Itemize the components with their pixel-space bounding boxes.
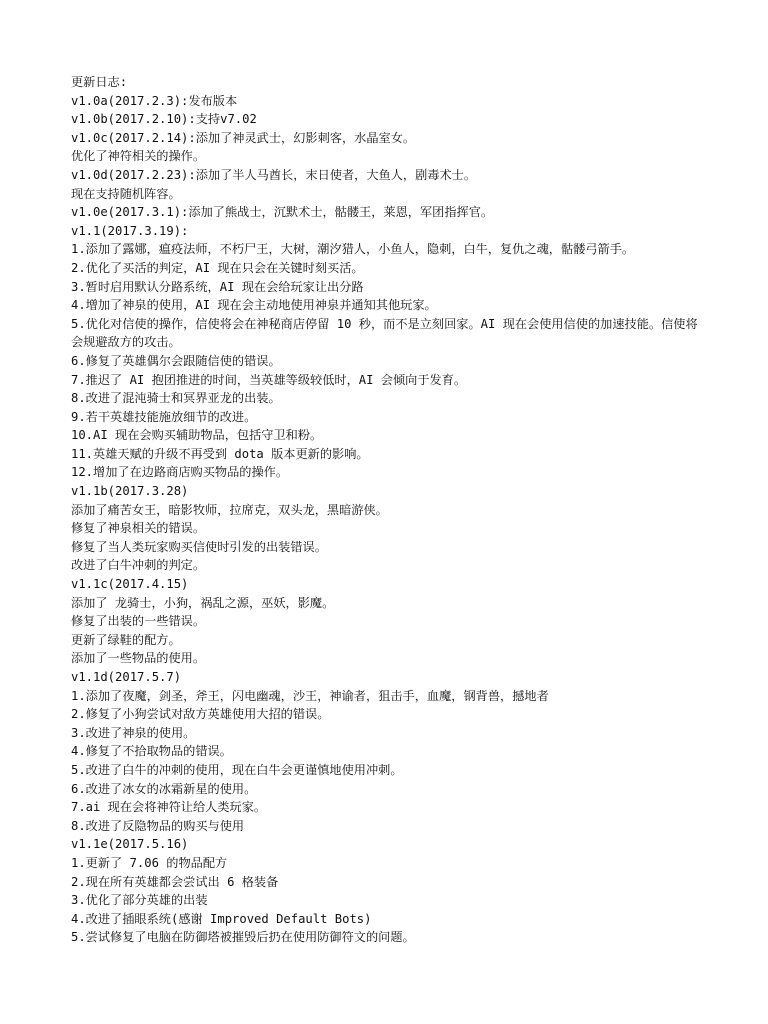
changelog-line: 10.AI 现在会购买辅助物品，包括守卫和粉。	[71, 428, 323, 443]
changelog-line: v1.0c(2017.2.14):添加了神灵武士，幻影刺客，水晶室女。	[71, 130, 416, 145]
changelog-line: 12.增加了在边路商店购买物品的操作。	[71, 465, 289, 480]
changelog-line: 8.改进了反隐物品的购买与使用	[71, 818, 245, 833]
changelog-line: 3.改进了神泉的使用。	[71, 725, 196, 740]
changelog-line: 3.暂时启用默认分路系统，AI 现在会给玩家让出分路	[71, 279, 364, 294]
changelog-title: 更新日志:	[71, 75, 128, 89]
changelog-line: 改进了白牛冲刺的判定。	[71, 558, 206, 573]
changelog-line: v1.1c(2017.4.15)	[71, 577, 189, 592]
changelog-line: 11.英雄天赋的升级不再受到 dota 版本更新的影响。	[71, 446, 369, 461]
changelog-line: 5.改进了白牛的冲刺的使用，现在白牛会更谨慎地使用冲刺。	[71, 762, 403, 777]
changelog-line: 5.尝试修复了电脑在防御塔被摧毁后扔在使用防御符文的问题。	[71, 930, 415, 945]
changelog-line: 修复了出装的一些错误。	[71, 614, 206, 629]
changelog-line: 2.优化了买活的判定，AI 现在只会在关键时刻买活。	[71, 260, 364, 275]
changelog-line: 1.添加了夜魔，剑圣，斧王，闪电幽魂，沙王，神谕者，狙击手，血魔，钢背兽，撼地者	[71, 688, 549, 703]
changelog-line: 修复了当人类玩家购买信使时引发的出装错误。	[71, 539, 327, 554]
changelog-line: 修复了神泉相关的错误。	[71, 521, 206, 536]
changelog-line: v1.0e(2017.3.1):添加了熊战士，沉默术士，骷髅王，莱恩，军团指挥官。	[71, 205, 494, 220]
changelog-line: v1.0a(2017.2.3):发布版本	[71, 93, 238, 108]
changelog-line: 添加了痛苦女王，暗影牧师，拉席克，双头龙，黑暗游侠。	[71, 502, 388, 517]
changelog-line: 8.改进了混沌骑士和冥界亚龙的出装。	[71, 391, 281, 406]
changelog-lines	[71, 92, 701, 947]
changelog-line: 6.修复了英雄偶尔会跟随信使的错误。	[71, 353, 281, 368]
changelog-line: v1.1b(2017.3.28)	[71, 484, 189, 499]
changelog-line: 7.ai 现在会将神符让给人类玩家。	[71, 800, 267, 815]
changelog-line: 9.若干英雄技能施放细节的改进。	[71, 409, 257, 424]
changelog-line: 2.修复了小狗尝试对敌方英雄使用大招的错误。	[71, 707, 330, 722]
changelog-line: 4.增加了神泉的使用，AI 现在会主动地使用神泉并通知其他玩家。	[71, 298, 437, 313]
changelog-line: v1.1d(2017.5.7)	[71, 670, 182, 684]
changelog-line: 2.现在所有英雄都会尝试出 6 格装备	[71, 874, 279, 889]
changelog-line: v1.1(2017.3.19):	[71, 223, 189, 238]
changelog-line: 添加了 龙骑士，小狗，祸乱之源，巫妖，影魔。	[71, 595, 335, 610]
changelog-line: 现在支持随机阵容。	[71, 186, 181, 201]
changelog-line: 4.改进了插眼系统(感谢 Improved Default Bots)	[71, 911, 372, 926]
changelog-line: 添加了一些物品的使用。	[71, 651, 206, 666]
changelog-document	[71, 73, 701, 947]
changelog-line: 优化了神符相关的操作。	[71, 149, 206, 164]
changelog-line: v1.0d(2017.2.23):添加了半人马酋长，末日使者，大鱼人，剧毒术士。	[71, 167, 477, 182]
changelog-line: 5.优化对信使的操作，信使将会在神秘商店停留 10 秒，而不是立刻回家。AI 现在会使用信使的加速技能。信使将会规避敌方的攻击。	[71, 316, 698, 350]
changelog-line: 1.添加了露娜，瘟疫法师，不朽尸王，大树，潮汐猎人，小鱼人，隐刺，白牛，复仇之魂，骷髅弓箭手。	[71, 242, 635, 257]
changelog-line: 4.修复了不拾取物品的错误。	[71, 744, 232, 759]
changelog-line: v1.1e(2017.5.16)	[71, 837, 189, 852]
changelog-line: v1.0b(2017.2.10):支持v7.02	[71, 112, 257, 127]
changelog-line: 1.更新了 7.06 的物品配方	[71, 855, 228, 870]
changelog-line: 更新了绿鞋的配方。	[71, 632, 181, 647]
changelog-line: 6.改进了冰女的冰霜新星的使用。	[71, 781, 257, 796]
changelog-line: 7.推迟了 AI 抱团推进的时间，当英雄等级较低时，AI 会倾向于发育。	[71, 372, 467, 387]
changelog-line: 3.优化了部分英雄的出装	[71, 893, 208, 908]
